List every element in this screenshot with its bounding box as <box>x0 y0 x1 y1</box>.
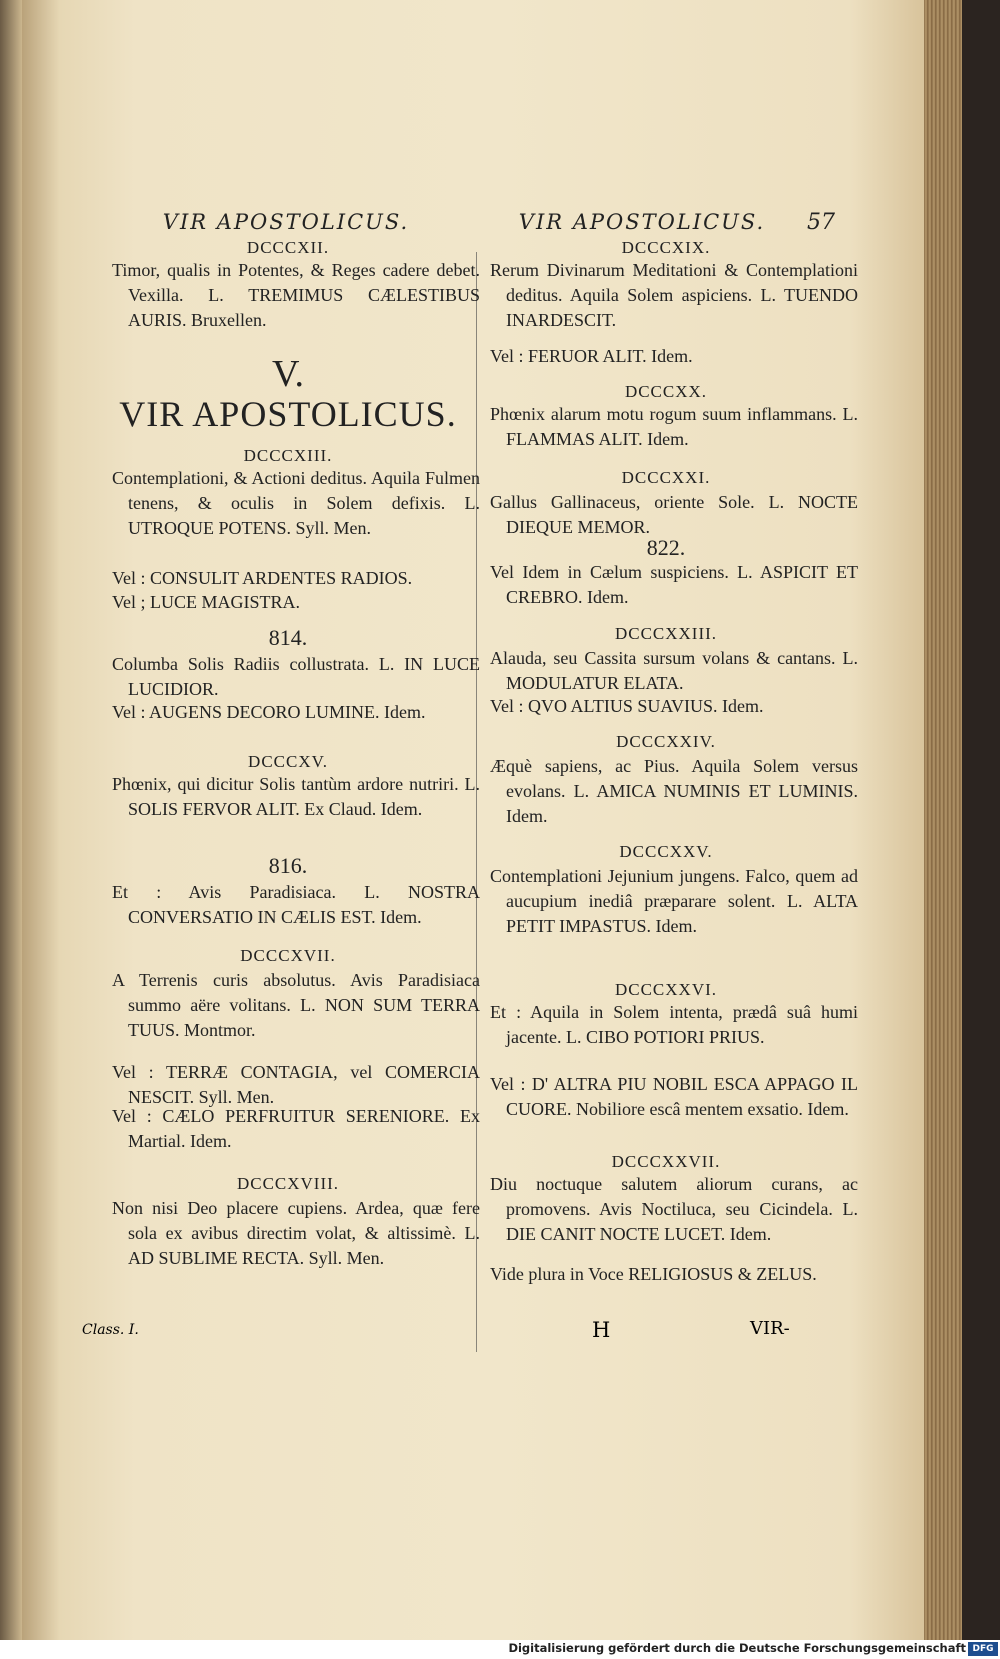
entry-number: DCCCXII. <box>246 238 330 257</box>
adjacent-page-edge <box>0 0 22 1640</box>
page-edges <box>924 0 962 1640</box>
entry-text: Vel : QVO ALTIUS SUAVIUS. Idem. <box>490 696 764 716</box>
entry-text: Diu noctuque salutem aliorum curans, ac promovens. Avis Noctiluca, seu Cicindela. L. DIE CANIT NOCTE LUCET. Idem. <box>490 1174 858 1244</box>
entry-text: Vel : FERUOR ALIT. Idem. <box>490 346 693 366</box>
entry-text: Vel : CONSULIT ARDENTES RADIOS. <box>112 568 413 588</box>
entry-number: DCCCXVIII. <box>236 1174 340 1193</box>
section-number: V. <box>271 353 305 395</box>
entry-text: Timor, qualis in Potentes, & Reges cadere debet. Vexilla. L. TREMIMUS CÆLESTIBUS AURIS. Bruxellen. <box>112 260 480 330</box>
signature-mark: H <box>592 1318 611 1342</box>
entry-number: DCCCXXIII. <box>614 624 718 643</box>
entry-text: Vel : D' ALTRA PIU NOBIL ESCA APPAGO IL CUORE. Nobiliore escâ mentem exsatio. Idem. <box>490 1074 858 1119</box>
entry-text: Gallus Gallinaceus, oriente Sole. L. NOCTE DIEQUE MEMOR. <box>490 492 858 537</box>
entry-number: DCCCXIX. <box>621 238 711 257</box>
running-head-right: VIR APOSTOLICUS. <box>518 210 766 234</box>
entry-number: DCCCXXV. <box>619 842 713 861</box>
entry-text: Contemplationi, & Actioni deditus. Aquila Fulmen tenens, & oculis in Solem defixis. L. UTROQUE POTENS. Syll. Men. <box>112 468 480 538</box>
entry-number: DCCCXXVII. <box>611 1152 721 1171</box>
entry-text: Vel Idem in Cælum suspiciens. L. ASPICIT ET CREBRO. Idem. <box>490 562 858 607</box>
class-mark: Class. I. <box>82 1322 139 1338</box>
entry-number: DCCCXX. <box>624 382 708 401</box>
entry-text: Et : Avis Paradisiaca. L. NOSTRA CONVERSATIO IN CÆLIS EST. Idem. <box>112 882 480 927</box>
entry-text: Contemplationi Jejunium jungens. Falco, quem ad aucupium inediâ præparare solent. L. ALTA PETIT IMPASTUS. Idem. <box>490 866 858 936</box>
entry-text: Vel : CÆLO PERFRUITUR SERENIORE. Ex Martial. Idem. <box>112 1106 480 1151</box>
entry-text: Alauda, seu Cassita sursum volans & cantans. L. MODULATUR ELATA. <box>490 648 858 693</box>
entry-text: Columba Solis Radiis collustrata. L. IN LUCE LUCIDIOR. <box>112 654 480 699</box>
entry-text: Phœnix, qui dicitur Solis tantùm ardore nutriri. L. SOLIS FERVOR ALIT. Ex Claud. Idem. <box>112 774 480 819</box>
entry-number: DCCCXV. <box>248 752 328 771</box>
entry-number: DCCCXXI. <box>621 468 711 487</box>
entry-number: DCCCXXVI. <box>614 980 718 999</box>
entry-number: DCCCXVII. <box>240 946 336 965</box>
entry-text: A Terrenis curis absolutus. Avis Paradisiaca summo aëre volitans. L. NON SUM TERRA TUUS. Montmor. <box>112 970 480 1040</box>
section-title: VIR APOSTOLICUS. <box>119 394 457 434</box>
entry-text: Vel : TERRÆ CONTAGIA, vel COMERCIA NESCIT. Syll. Men. <box>112 1062 480 1107</box>
catchword: VIR- <box>750 1318 790 1339</box>
entry-text: Vel ; LUCE MAGISTRA. <box>112 592 300 612</box>
entry-text: Æquè sapiens, ac Pius. Aquila Solem versus evolans. L. AMICA NUMINIS ET LUMINIS. Idem. <box>490 756 858 826</box>
entry-text: Vide plura in Voce RELIGIOSUS & ZELUS. <box>490 1264 817 1284</box>
entry-number: 814. <box>268 625 308 650</box>
entry-number: DCCCXXIV. <box>616 732 716 751</box>
running-head-left: VIR APOSTOLICUS. <box>162 210 410 234</box>
book-page <box>22 0 962 1640</box>
dfg-logo-icon: DFG <box>968 1642 998 1656</box>
footer-credit: Digitalisierung gefördert durch die Deutsche Forschungsgemeinschaft <box>508 1641 966 1655</box>
entry-number: 816. <box>268 853 308 878</box>
entry-text: Phœnix alarum motu rogum suum inflammans. L. FLAMMAS ALIT. Idem. <box>490 404 858 449</box>
entry-number: DCCCXIII. <box>243 446 333 465</box>
footer-bar <box>0 1640 1000 1659</box>
entry-text: Non nisi Deo placere cupiens. Ardea, quæ fere sola ex avibus directim volat, & altissimè. L. AD SUBLIME RECTA. Syll. Men. <box>112 1198 480 1268</box>
entry-number: 822. <box>646 535 686 560</box>
entry-text: Vel : AUGENS DECORO LUMINE. Idem. <box>112 702 426 722</box>
entry-text: Et : Aquila in Solem intenta, prædâ suâ humi jacente. L. CIBO POTIORI PRIUS. <box>490 1002 858 1047</box>
page-number: 57 <box>807 210 835 235</box>
entry-text: Rerum Divinarum Meditationi & Contemplationi deditus. Aquila Solem aspiciens. L. TUENDO INARDESCIT. <box>490 260 858 330</box>
